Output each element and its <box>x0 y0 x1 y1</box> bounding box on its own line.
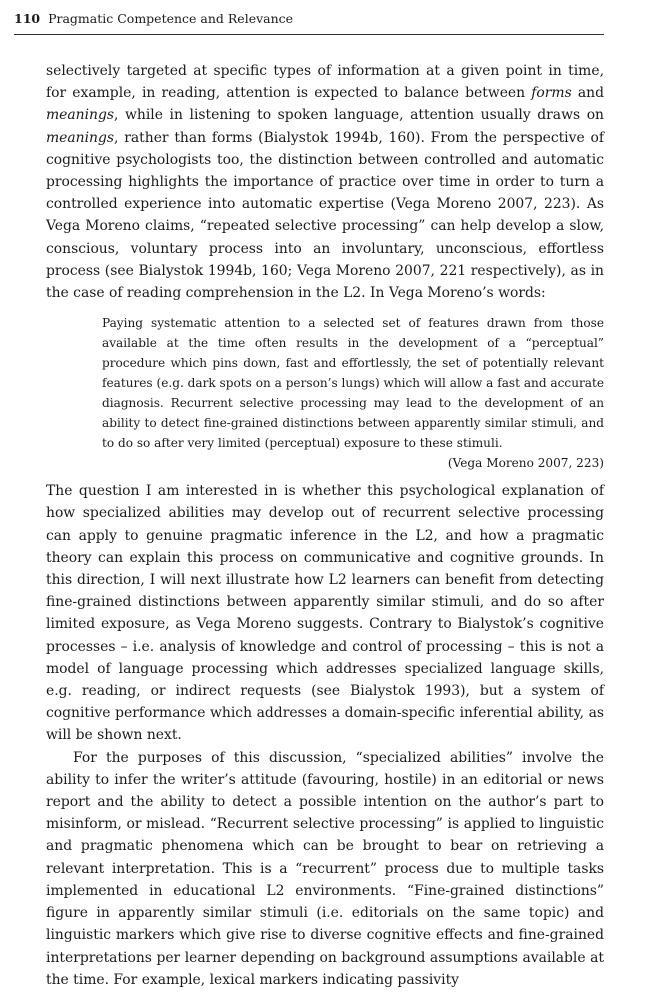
emphasis-forms: forms <box>531 85 572 102</box>
emphasis-meanings: meanings <box>46 107 115 124</box>
paragraph-1-text: , while in listening to spoken language, attention usually draws on <box>114 107 604 124</box>
block-quote-text: Paying systematic attention to a selected set of features drawn from those available at the time often results in the development of a “perceptual” procedure which pins down, fast and effortlessly, the set of potentially relevant features (e.g. dark spots on a person’s lungs) which will allow a fast and accurate diagnosis. Recurrent selective processing may lead to the development of an ability to detect fine-grained distinctions between apparently similar stimuli, and to do so after very limited (perceptual) exposure to these stimuli. <box>102 316 604 451</box>
paragraph-1 <box>46 60 604 304</box>
paragraph-3: For the purposes of this discussion, “specialized abilities” involve the ability to infer the writer’s attitude (favouring, hostile) in an editorial or news report and the ability to detect a possible intention on the author’s part to misinform, or mislead. “Recurrent selective processing” is applied to linguistic and pragmatic phenomena which can be brought to bear on retrieving a relevant interpretation. This is a “recurrent” process due to multiple tasks implemented in educational L2 environments. “Fine-grained distinctions” figure in apparently similar stimuli (i.e. editorials on the same topic) and linguistic markers which give rise to diverse cognitive effects and fine-grained interpretations per learner depending on background assumptions available at the time. For example, lexical markers indicating passivity <box>46 749 604 988</box>
running-title: Pragmatic Competence and Relevance <box>48 11 294 26</box>
running-header <box>14 10 604 35</box>
block-quote <box>102 313 604 473</box>
block-quote-citation: (Vega Moreno 2007, 223) <box>447 456 604 471</box>
paragraph-1-text: selectively targeted at specific types of information at a given point in time, for example, in reading, attention is expected to balance between <box>46 63 604 102</box>
emphasis-meanings: meanings <box>46 129 115 146</box>
page-number: 110 <box>14 11 41 26</box>
body-text <box>46 60 604 991</box>
paragraph-1-text: , rather than forms (Bialystok 1994b, 160). From the perspective of cognitive psychologists too, the distinction between controlled and automatic processing highlights the importance of practice over time in order to turn a controlled experience into automatic expertise (Vega Moreno 2007, 223). As Vega Moreno claims, “repeated selective processing” can help develop a slow, conscious, voluntary process into an involuntary, unconscious, effortless process (see Bialystok 1994b, 160; Vega Moreno 2007, 221 respectively), as in the case of reading comprehension in the L2. In Vega Moreno’s words: <box>46 129 604 302</box>
paragraph-1-text: and <box>571 85 604 102</box>
paragraph-2: The question I am interested in is whether this psychological explanation of how specialized abilities may develop out of recurrent selective processing can apply to genuine pragmatic inference in the L2, and how a pragmatic theory can explain this process on communicative and cognitive grounds. In this direction, I will next illustrate how L2 learners can benefit from detecting fine-grained distinctions between apparently similar stimuli, and do so after limited exposure, as Vega Moreno suggests. Contrary to Bialystok’s cognitive processes – i.e. analysis of knowledge and control of processing – this is not a model of language processing which addresses specialized language skills, e.g. reading, or indirect requests (see Bialystok 1993), but a system of cognitive performance which addresses a domain-specific inferential ability, as will be shown next. <box>46 483 604 744</box>
